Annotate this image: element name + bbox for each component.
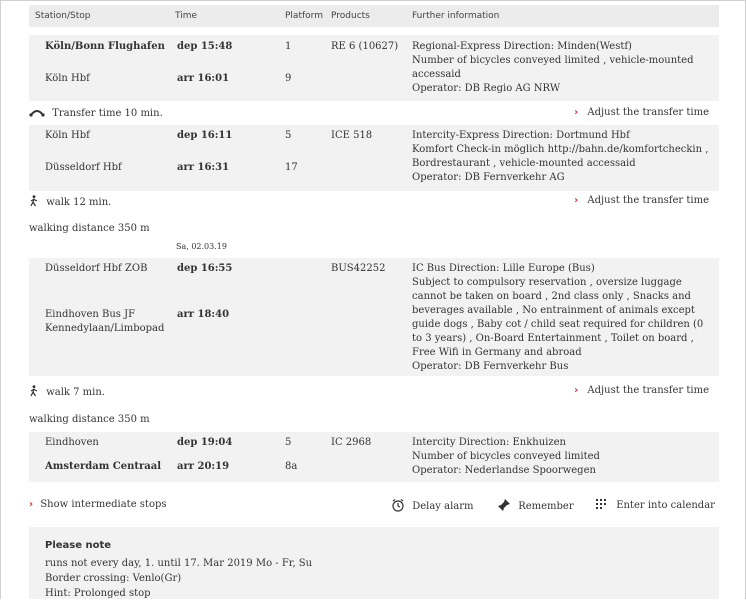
- arr-platform: 9: [285, 73, 292, 84]
- delay-alarm-button[interactable]: [391, 498, 474, 515]
- header-time: Time: [175, 11, 198, 21]
- walk-icon: [29, 195, 39, 210]
- calendar-label: Enter into calendar: [616, 500, 715, 511]
- transfer-row: [29, 107, 719, 123]
- product: RE 6 (10627): [331, 41, 399, 52]
- transfer-label: Transfer time 10 min.: [52, 108, 163, 119]
- walk-label: walk 7 min.: [46, 387, 105, 398]
- alarm-clock-icon: [391, 498, 405, 515]
- adjust-transfer-link[interactable]: [574, 195, 709, 206]
- dep-station: Köln Hbf: [45, 130, 90, 141]
- pin-icon: [497, 498, 511, 515]
- walking-distance: walking distance 350 m: [29, 223, 150, 234]
- travel-date: Sa, 02.03.19: [176, 242, 227, 251]
- further-info: Intercity Direction: Enkhuizen Number of bicycles conveyed limited Operator: Nederlandse Spoorwegen: [412, 437, 600, 476]
- dep-station: Düsseldorf Hbf ZOB: [45, 263, 148, 274]
- arr-platform: 8a: [285, 461, 298, 472]
- arr-time: arr 16:01: [177, 73, 230, 84]
- product: IC 2968: [331, 437, 372, 448]
- product: ICE 518: [331, 130, 373, 141]
- walking-distance: walking distance 350 m: [29, 414, 150, 425]
- walk-label: walk 12 min.: [46, 197, 112, 208]
- dep-time: dep 15:48: [177, 41, 233, 52]
- header-platform: Platform: [285, 11, 323, 21]
- arr-time: arr 20:19: [177, 461, 230, 472]
- walk-row: [29, 195, 719, 211]
- further-info: Intercity-Express Direction: Dortmund Hbf Komfort Check-in möglich http://bahn.de/komfortcheckin , Bordrestaurant , vehicle-mounted accessaid Operator: DB Fernverkehr AG: [412, 130, 709, 183]
- note-title: Please note: [45, 540, 112, 551]
- dep-time: dep 19:04: [177, 437, 233, 448]
- adjust-transfer-link[interactable]: [574, 385, 709, 396]
- table-header: [29, 5, 719, 27]
- leg-3: [29, 258, 719, 376]
- actions-row: [29, 499, 719, 517]
- adjust-transfer-label: Adjust the transfer time: [587, 107, 709, 118]
- arr-station: Köln Hbf: [45, 73, 90, 84]
- remember-button[interactable]: [497, 498, 574, 515]
- arr-platform: 17: [285, 162, 298, 173]
- chevron-right-icon: ›: [574, 195, 579, 206]
- arr-time: arr 18:40: [177, 309, 230, 320]
- note-line: runs not every day, 1. until 17. Mar 2019 Mo - Fr, Su: [45, 558, 313, 569]
- arr-time: arr 16:31: [177, 162, 230, 173]
- chevron-right-icon: ›: [574, 385, 579, 396]
- adjust-transfer-link[interactable]: [574, 107, 709, 118]
- further-info: IC Bus Direction: Lille Europe (Bus) Subject to compulsory reservation , oversize luggage cannot be taken on board , 2nd class only , Snacks and beverages available , No entrainment of animals except guide dogs , Baby cot / child seat required for children (0 to 3 years) , On-Board Entertainment , Toilet on board , Free Wifi in Germany and abroad Operator: DB Fernverkehr Bus: [412, 263, 704, 372]
- header-info: Further information: [412, 11, 500, 21]
- enter-calendar-button[interactable]: [595, 498, 715, 513]
- adjust-transfer-label: Adjust the transfer time: [587, 195, 709, 206]
- show-intermediate-stops-link[interactable]: [29, 499, 167, 510]
- leg-4: [29, 432, 719, 482]
- dep-time: dep 16:11: [177, 130, 233, 141]
- arr-station: Düsseldorf Hbf: [45, 162, 122, 173]
- remember-label: Remember: [518, 501, 574, 512]
- chevron-right-icon: ›: [574, 107, 579, 118]
- adjust-transfer-label: Adjust the transfer time: [587, 385, 709, 396]
- header-products: Products: [331, 11, 370, 21]
- note-line: Border crossing: Venlo(Gr): [45, 573, 182, 584]
- leg-1: [29, 35, 719, 101]
- dep-platform: 5: [285, 130, 292, 141]
- further-info: Regional-Express Direction: Minden(Westf) Number of bicycles conveyed limited , vehicle-mounted accessaid Operator: DB Regio AG NRW: [412, 41, 694, 94]
- product: BUS42252: [331, 263, 386, 274]
- dep-platform: 1: [285, 41, 292, 52]
- dep-station: Eindhoven: [45, 437, 99, 448]
- arr-station: Eindhoven Bus JF Kennedylaan/Limbopad: [45, 309, 165, 334]
- arr-station: Amsterdam Centraal: [45, 461, 161, 472]
- walk-icon: [29, 385, 39, 400]
- walk-row: [29, 385, 719, 401]
- dep-station: Köln/Bonn Flughafen: [45, 41, 165, 52]
- show-stops-label: Show intermediate stops: [40, 499, 167, 510]
- transfer-icon: [29, 107, 45, 120]
- dep-platform: 5: [285, 437, 292, 448]
- leg-2: [29, 125, 719, 191]
- calendar-icon: [595, 498, 609, 513]
- chevron-right-icon: ›: [29, 499, 34, 510]
- dep-time: dep 16:55: [177, 263, 233, 274]
- note-line: Hint: Prolonged stop: [45, 588, 151, 599]
- delay-alarm-label: Delay alarm: [412, 501, 474, 512]
- header-station: Station/Stop: [35, 11, 91, 21]
- note-box: [29, 527, 719, 599]
